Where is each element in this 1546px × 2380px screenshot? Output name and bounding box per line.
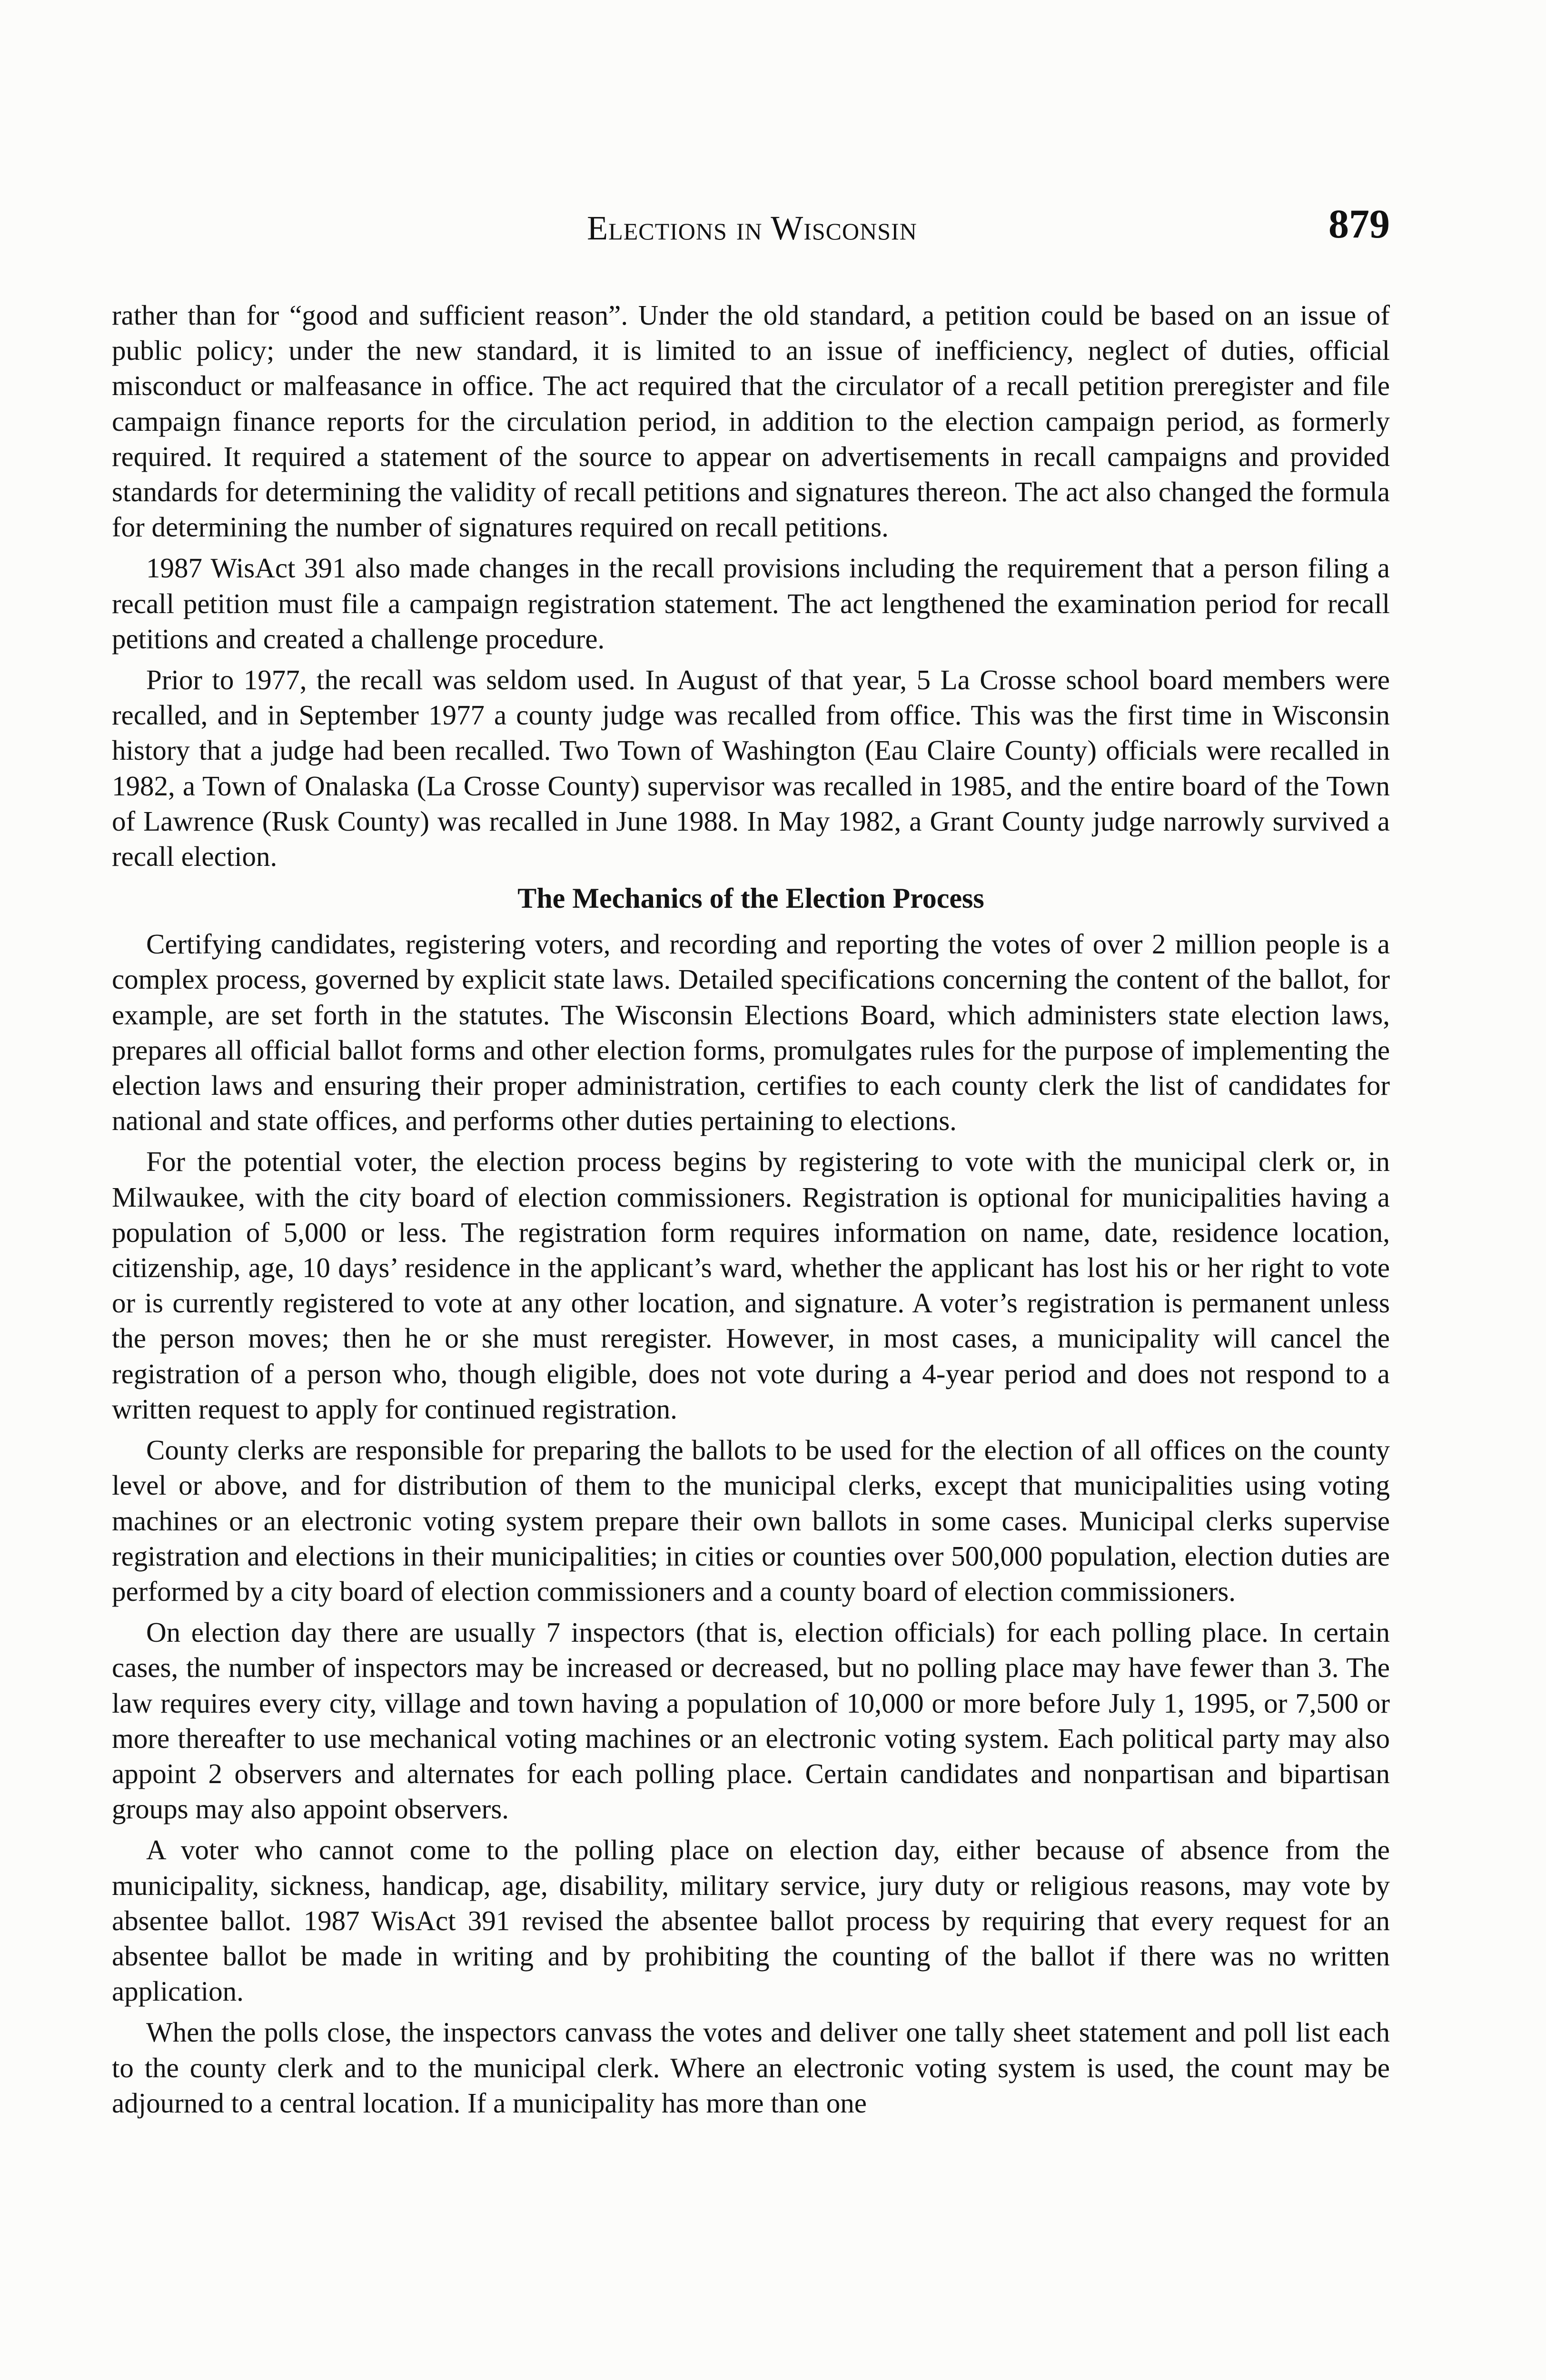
paragraph-polls-close: When the polls close, the inspectors canvass the votes and deliver one tally sheet statement and poll list each to the county clerk and to the municipal clerk. Where an electronic voting system is used, the count may be adjourned to a central location. If a municipality has more than one: [112, 2016, 1390, 2119]
paragraph-certifying-candidates: Certifying candidates, registering voters, and recording and reporting the votes of over 2 million people is a complex process, governed by explicit state laws. Detailed specifications concerning the content of the ballot, for example, are set forth in the statutes. The Wisconsin Elections Board, which administers state election laws, prepares all official ballot forms and other election forms, promulgates rules for the purpose of implementing the election laws and ensuring their proper administration, certifies to each county clerk the list of candidates for national and state offices, and performs other duties pertaining to elections.: [112, 928, 1390, 1137]
body-text: [112, 298, 1390, 2126]
page-header: [114, 200, 1390, 257]
paragraph-election-day-inspectors: On election day there are usually 7 inspectors (that is, election officials) for each polling place. In certain cases, the number of inspectors may be increased or decreased, but no polling place may have fewer than 3. The law requires every city, village and town having a population of 10,000 or more before July 1, 1995, or 7,500 or more thereafter to use mechanical voting machines or an electronic voting system. Each political party may also appoint 2 observers and alternates for each polling place. Certain candidates and nonpartisan and bipartisan groups may also appoint observers.: [112, 1616, 1390, 1825]
paragraph-wisact-391-recall: 1987 WisAct 391 also made changes in the recall provisions including the requirement that a person filing a recall petition must file a campaign registration statement. The act lengthened the examination period for recall petitions and created a challenge procedure.: [112, 552, 1390, 654]
paragraph-recall-history: Prior to 1977, the recall was seldom used. In August of that year, 5 La Crosse school board members were recalled, and in September 1977 a county judge was recalled from office. This was the first time in Wisconsin history that a judge had been recalled. Two Town of Washington (Eau Claire County) officials were recalled in 1982, a Town of Onalaska (La Crosse County) supervisor was recalled in 1985, and the entire board of the Town of Lawrence (Rusk County) was recalled in June 1988. In May 1982, a Grant County judge narrowly survived a recall election.: [112, 664, 1390, 873]
paragraph-county-clerks: County clerks are responsible for preparing the ballots to be used for the election of all offices on the county level or above, and for distribution of them to the municipal clerks, except that municipalities using voting machines or an electronic voting system prepare their own ballots in some cases. Municipal clerks supervise registration and elections in their municipalities; in cities or counties over 500,000 population, election duties are performed by a city board of election commissioners and a county board of election commissioners.: [112, 1434, 1390, 1607]
section-heading: The Mechanics of the Election Process: [517, 883, 984, 914]
running-title: Elections in Wisconsin: [587, 209, 917, 247]
paragraph-recall-standard: rather than for “good and sufficient reason”. Under the old standard, a petition could be based on an issue of public policy; under the new standard, it is limited to an issue of inefficiency, neglect of duties, official misconduct or malfeasance in office. The act required that the circulator of a recall petition preregister and file campaign finance reports for the circulation period, in addition to the election campaign period, as formerly required. It required a statement of the source to appear on advertisements in recall campaigns and provided standards for determining the validity of recall petitions and signatures thereon. The act also changed the formula for determining the number of signatures required on recall petitions.: [112, 299, 1390, 543]
page-number: 879: [1328, 201, 1390, 247]
paragraph-voter-registration: For the potential voter, the election process begins by registering to vote with the municipal clerk or, in Milwaukee, with the city board of election commissioners. Registration is optional for municipalities having a population of 5,000 or less. The registration form requires information on name, date, residence location, citizenship, age, 10 days’ residence in the applicant’s ward, whether the applicant has lost his or her right to vote or is currently registered to vote at any other location, and signature. A voter’s registration is permanent unless the person moves; then he or she must reregister. However, in most cases, a municipality will cancel the registration of a person who, though eligible, does not vote during a 4-year period and does not respond to a written request to apply for continued registration.: [112, 1146, 1390, 1425]
paragraph-absentee-ballot: A voter who cannot come to the polling place on election day, either because of absence from the municipality, sickness, handicap, age, disability, military service, jury duty or religious reasons, may vote by absentee ballot. 1987 WisAct 391 revised the absentee ballot process by requiring that every request for an absentee ballot be made in writing and by prohibiting the counting of the ballot if there was no written application.: [112, 1834, 1390, 2007]
